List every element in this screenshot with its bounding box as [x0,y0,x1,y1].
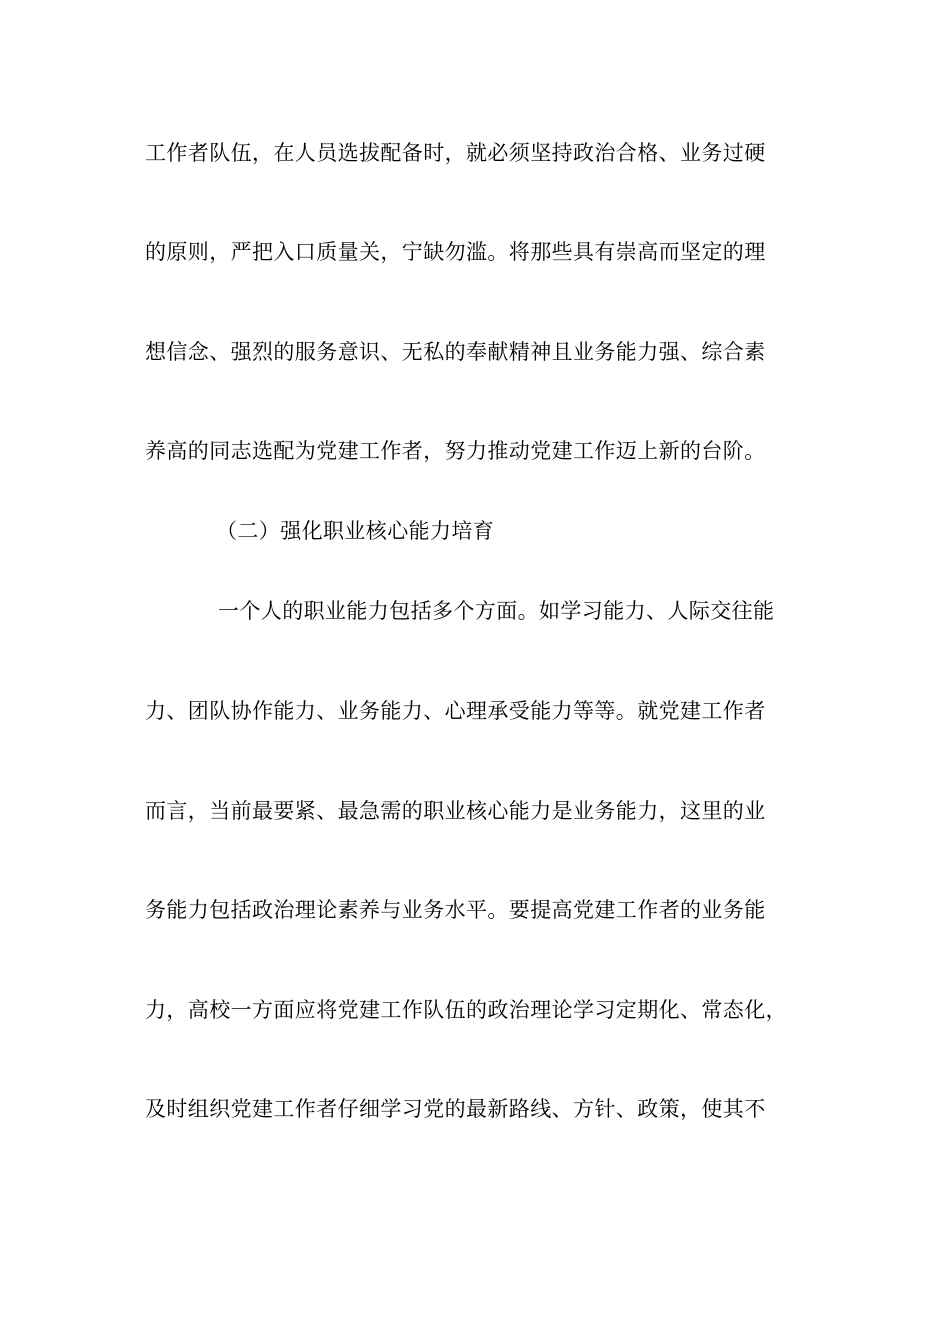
paragraph-line: 而言，当前最要紧、最急需的职业核心能力是业务能力，这里的业 [145,799,766,823]
paragraph-line: 养高的同志选配为党建工作者，努力推动党建工作迈上新的台阶。 [145,439,766,463]
paragraph-line: 想信念、强烈的服务意识、无私的奉献精神且业务能力强、综合素 [145,340,766,364]
paragraph-line: 力，高校一方面应将党建工作队伍的政治理论学习定期化、常态化， [145,998,787,1022]
paragraph-line: 务能力包括政治理论素养与业务水平。要提高党建工作者的业务能 [145,898,766,922]
paragraph-line: 一个人的职业能力包括多个方面。如学习能力、人际交往能 [218,599,775,623]
paragraph-line: 的原则，严把入口质量关，宁缺勿滥。将那些具有崇高而坚定的理 [145,240,766,264]
paragraph-line: 力、团队协作能力、业务能力、心理承受能力等等。就党建工作者 [145,699,766,723]
section-heading: （二）强化职业核心能力培育 [216,519,495,543]
paragraph-line: 及时组织党建工作者仔细学习党的最新路线、方针、政策，使其不 [145,1097,766,1121]
paragraph-line: 工作者队伍，在人员选拔配备时，就必须坚持政治合格、业务过硬 [145,141,766,165]
